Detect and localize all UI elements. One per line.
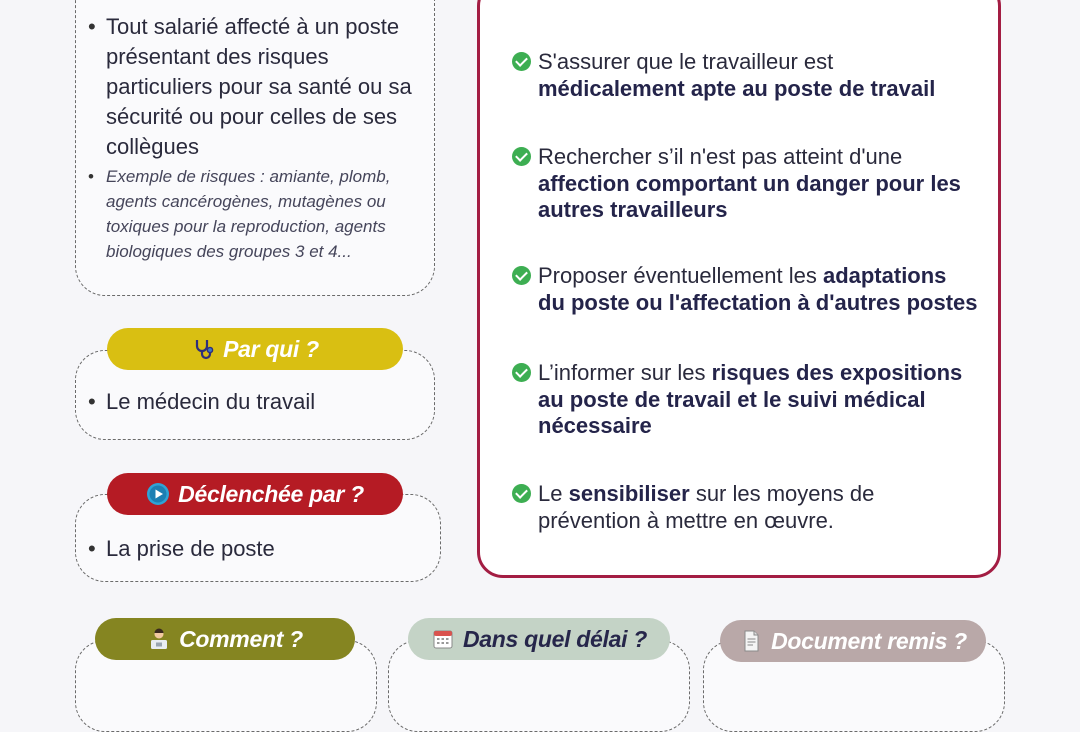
declenchee-item: • La prise de poste [78,534,418,564]
objective-plain-text: L’informer sur les [538,360,706,385]
comment-pill [95,618,355,660]
objective-item [514,360,978,440]
check-circle-icon [512,147,531,166]
objectives-box [477,0,1001,578]
objective-bold-text: affection comportant un danger pour les autres travailleurs [538,170,961,222]
objective-item [514,263,978,316]
objective-plain-text: Rechercher s’il n'est pas atteint d'une [538,144,903,169]
objective-bold-text: sensibiliser [568,481,690,506]
check-circle-icon [512,484,531,503]
par-qui-item: • Le médecin du travail [78,387,418,417]
check-circle-icon [512,266,531,285]
objective-plain-text: S'assurer que le travailleur est [538,49,834,74]
document-icon [739,629,763,653]
check-circle-icon [512,52,531,71]
declenchee-title: Déclenchée par ? [178,480,364,507]
objective-item [514,481,978,534]
declenchee-list [78,534,418,564]
objective-bold-text: médicalement apte au poste de travail [538,75,936,101]
concerned-employees-content [78,12,418,264]
objective-plain-text: Proposer éventuellement les [538,263,817,288]
declenchee-pill [107,473,403,515]
objective-plain-text: sur les moyens de prévention à mettre en œuvre. [538,481,875,533]
objective-bold-text: risques des expositions au poste de travail et le suivi médical nécessaire [538,360,963,438]
calendar-icon [431,627,455,651]
document-pill [720,620,986,662]
risk-example-text: Exemple de risques : amiante, plomb, agents cancérogènes, mutagènes ou toxiques pour la reproduction, agents biologiques des groupes 3 et 4... [106,167,391,261]
delai-pill [408,618,670,660]
objective-plain-text: Le [538,481,563,506]
doctor-laptop-icon [147,627,171,651]
stethoscope-icon [191,337,215,361]
objective-item [514,49,978,102]
delai-title: Dans quel délai ? [462,625,648,652]
objective-bold-text: adaptations du poste ou l'affectation à d'autres postes [538,263,978,315]
play-icon [146,482,170,506]
par-qui-list [78,387,418,417]
par-qui-pill [107,328,403,370]
objective-item [514,144,978,224]
check-circle-icon [512,363,531,382]
document-title: Document remis ? [771,627,967,654]
par-qui-title: Par qui ? [223,335,319,362]
concerned-employees-bullet [78,12,418,162]
risk-example-bullet [78,164,418,264]
comment-title: Comment ? [179,625,303,652]
concerned-employees-text: Tout salarié affecté à un poste présentant des risques particuliers pour sa santé ou sa sécurité ou pour celles de ses collègues [106,14,412,159]
